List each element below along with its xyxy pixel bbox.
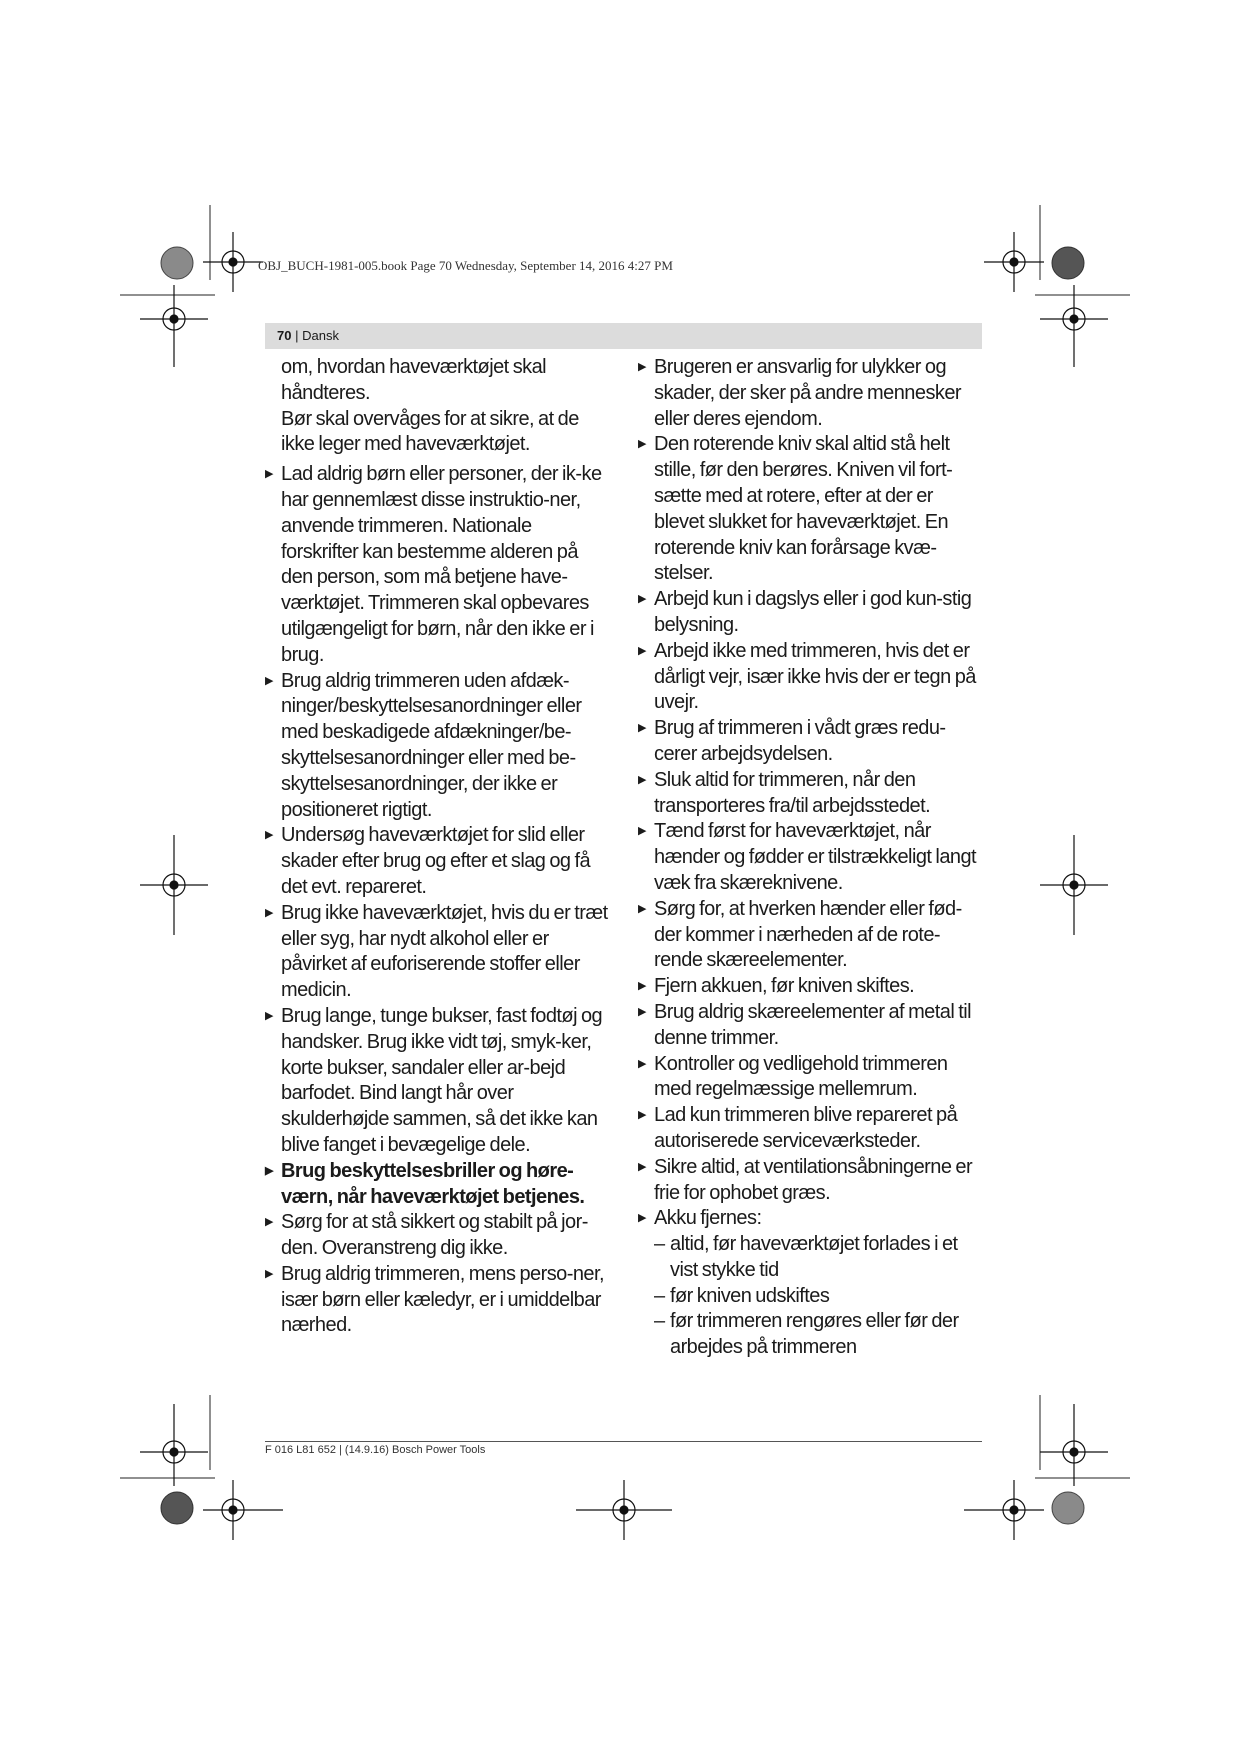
safety-item: ▶ Brugeren er ansvarlig for ulykker og skader, der sker på andre mennesker eller deres ejendom.	[638, 355, 983, 432]
header-language: Dansk	[302, 328, 339, 343]
left-column	[265, 355, 610, 1339]
safety-item: ▶ Fjern akkuen, før kniven skiftes.	[638, 974, 983, 1000]
page-footer: F 016 L81 652 | (14.9.16) Bosch Power Tools	[265, 1444, 486, 1456]
right-column	[638, 355, 983, 1361]
intro-line: ikke leger med haveværktøjet.	[281, 433, 530, 456]
safety-item: ▶ Sørg for, at hverken hænder eller fød-der kommer i nærheden af de rote-rende skæreelementer.	[638, 897, 983, 974]
sub-item: – før kniven udskiftes	[638, 1284, 983, 1310]
safety-item: ▶ Akku fjernes:	[638, 1206, 983, 1232]
intro-line: Bør skal overvåges for at sikre, at de	[281, 407, 579, 430]
safety-item: ▶ Brug ikke haveværktøjet, hvis du er træt eller syg, har nydt alkohol eller er påvirket af euforiserende stoffer eller medicin.	[265, 901, 610, 1004]
safety-item: ▶ Brug aldrig skæreelementer af metal til denne trimmer.	[638, 1000, 983, 1052]
intro-line: om, hvordan haveværktøjet skal	[281, 356, 547, 378]
safety-item: ▶ Brug aldrig trimmeren, mens perso-ner, især børn eller kæledyr, er i umiddelbar nærhed.	[265, 1262, 610, 1339]
safety-item-bold: ▶ Brug beskyttelsesbriller og høre-værn, når haveværktøjet betjenes.	[265, 1159, 610, 1211]
header-separator: |	[295, 328, 299, 343]
safety-item: ▶ Kontroller og vedligehold trimmeren med regelmæssige mellemrum.	[638, 1052, 983, 1104]
safety-item: ▶ Den roterende kniv skal altid stå helt stille, før den berøres. Kniven vil fort-sætte med at rotere, efter at der er blevet slukket for haveværktøjet. En roterende kniv kan forårsage kvæ-stelser.	[638, 432, 983, 587]
sub-item: – før trimmeren rengøres eller før der arbejdes på trimmeren	[638, 1309, 983, 1361]
safety-item: ▶ Lad aldrig børn eller personer, der ik-ke har gennemlæst disse instruktio-ner, anvende trimmeren. Nationale forskrifter kan bestemme alderen på den person, som må betjene have-værktøjet. Trimmeren skal opbevares utilgængeligt for børn, når den ikke er i brug.	[265, 462, 610, 668]
safety-item: ▶ Brug aldrig trimmeren uden afdæk-ninger/beskyttelsesanordninger eller med beskadigede afdækninger/be-skyttelsesanordninger eller med be-skyttelsesanordninger, der ikke er positioneret rigtigt.	[265, 669, 610, 824]
page-number: 70	[277, 328, 292, 343]
intro-line: håndteres.	[281, 381, 371, 404]
page-header	[277, 328, 339, 343]
safety-item: ▶ Sikre altid, at ventilationsåbningerne er frie for ophobet græs.	[638, 1155, 983, 1207]
safety-item: ▶ Undersøg haveværktøjet for slid eller skader efter brug og efter et slag og få det evt. repareret.	[265, 823, 610, 900]
print-slug: OBJ_BUCH-1981-005.book Page 70 Wednesday, September 14, 2016 4:27 PM	[258, 258, 673, 273]
sub-item: – altid, før haveværktøjet forlades i et vist stykke tid	[638, 1232, 983, 1284]
footer-divider	[265, 1441, 982, 1442]
safety-item: ▶ Sørg for at stå sikkert og stabilt på jor-den. Overanstreng dig ikke.	[265, 1210, 610, 1262]
safety-item: ▶ Arbejd kun i dagslys eller i god kun-stig belysning.	[638, 587, 983, 639]
safety-item: ▶ Sluk altid for trimmeren, når den transporteres fra/til arbejdsstedet.	[638, 768, 983, 820]
safety-item: ▶ Lad kun trimmeren blive repareret på autoriserede serviceværksteder.	[638, 1103, 983, 1155]
safety-item: ▶ Tænd først for haveværktøjet, når hænder og fødder er tilstrækkeligt langt væk fra skæreknivene.	[638, 819, 983, 896]
page-header-bar	[265, 323, 982, 349]
safety-item: ▶ Brug lange, tunge bukser, fast fodtøj og handsker. Brug ikke vidt tøj, smyk-ker, korte bukser, sandaler eller ar-bejd barfodet. Bind langt hår over skulderhøjde sammen, så det ikke kan blive fanget i bevægelige dele.	[265, 1004, 610, 1159]
safety-item: ▶ Arbejd ikke med trimmeren, hvis det er dårligt vejr, især ikke hvis der er tegn på uvejr.	[638, 639, 983, 716]
safety-item: ▶ Brug af trimmeren i vådt græs redu-cerer arbejdsydelsen.	[638, 716, 983, 768]
